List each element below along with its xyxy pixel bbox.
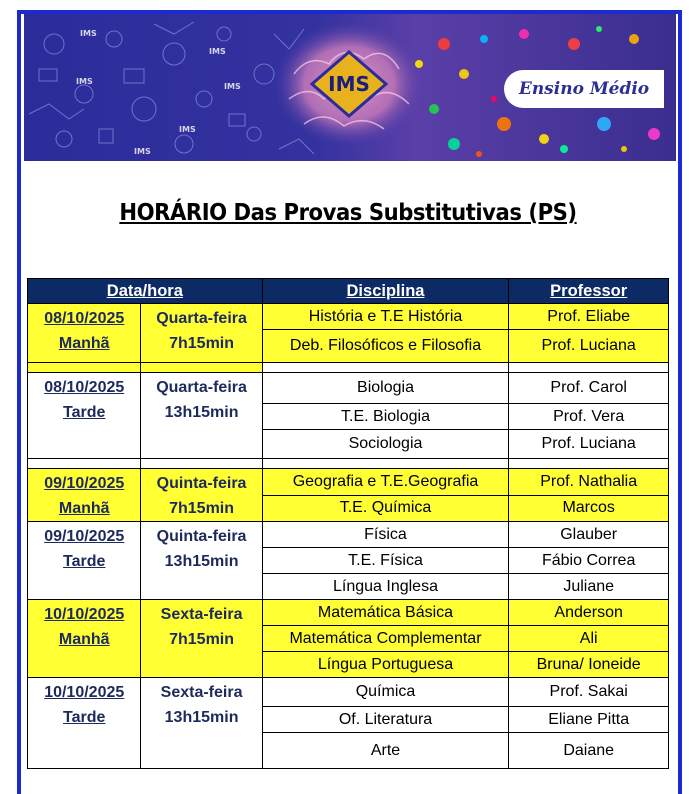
ims-logo: IMS [328, 72, 370, 96]
weekday-text: Sexta-feira [160, 684, 243, 701]
subject-cell: Arte [262, 733, 509, 769]
subject-cell: Língua Portuguesa [262, 652, 509, 678]
time-text: 13h15min [164, 709, 239, 726]
svg-text:IMS: IMS [80, 29, 97, 38]
weekday-cell [141, 304, 262, 363]
subject-cell: Deb. Filosóficos e Filosofia [262, 330, 509, 363]
svg-text:IMS: IMS [209, 47, 226, 56]
subject-cell: T.E. Física [262, 548, 509, 574]
period-text: Manhã [58, 335, 110, 352]
header-professor: Professor [509, 279, 669, 304]
group-spacer [28, 459, 669, 469]
weekday-text: Sexta-feira [160, 606, 243, 623]
period-text: Tarde [63, 404, 106, 421]
period-text: Manhã [58, 631, 110, 648]
schedule-body [28, 304, 669, 769]
professor-cell: Prof. Carol [509, 373, 669, 404]
svg-text:IMS: IMS [76, 77, 93, 86]
svg-text:IMS: IMS [224, 82, 241, 91]
table-row [28, 678, 669, 707]
period-text: Manhã [58, 500, 110, 517]
professor-cell: Daiane [509, 733, 669, 769]
subject-cell: Matemática Complementar [262, 626, 509, 652]
weekday-text: Quarta-feira [156, 310, 247, 327]
subject-cell: Of. Literatura [262, 707, 509, 733]
weekday-cell [141, 678, 262, 769]
professor-cell: Prof. Luciana [509, 430, 669, 459]
period-text: Tarde [63, 553, 106, 570]
group-spacer [28, 363, 669, 373]
weekday-cell [141, 469, 262, 522]
date-text: 10/10/2025 [44, 684, 125, 701]
time-text: 13h15min [164, 553, 239, 570]
professor-cell: Eliane Pitta [509, 707, 669, 733]
date-cell [28, 522, 141, 600]
date-cell [28, 373, 141, 459]
date-text: 08/10/2025 [44, 379, 125, 396]
professor-cell: Fábio Correa [509, 548, 669, 574]
professor-cell: Prof. Sakai [509, 678, 669, 707]
table-row [28, 469, 669, 496]
professor-cell: Prof. Vera [509, 404, 669, 430]
professor-cell: Juliane [509, 574, 669, 600]
period-text: Tarde [63, 709, 106, 726]
subject-cell: T.E. Química [262, 495, 509, 522]
svg-text:IMS: IMS [179, 125, 196, 134]
professor-cell: Prof. Nathalia [509, 469, 669, 496]
subject-cell: Língua Inglesa [262, 574, 509, 600]
professor-cell: Bruna/ Ioneide [509, 652, 669, 678]
weekday-cell [141, 373, 262, 459]
page-title: HORÁRIO Das Provas Substitutivas (PS) [119, 200, 577, 226]
table-row [28, 522, 669, 548]
date-text: 09/10/2025 [44, 528, 125, 545]
subject-cell: Física [262, 522, 509, 548]
date-cell [28, 600, 141, 678]
subject-cell: T.E. Biologia [262, 404, 509, 430]
header-subject: Disciplina [262, 279, 509, 304]
ensino-medio-badge: Ensino Médio [504, 70, 664, 108]
table-row [28, 304, 669, 330]
professor-cell: Ali [509, 626, 669, 652]
table-row [28, 600, 669, 626]
subject-cell: Biologia [262, 373, 509, 404]
weekday-cell [141, 522, 262, 600]
professor-cell: Glauber [509, 522, 669, 548]
svg-text:IMS: IMS [134, 147, 151, 156]
table-row [28, 373, 669, 404]
date-text: 08/10/2025 [44, 310, 125, 327]
weekday-text: Quinta-feira [156, 528, 247, 545]
weekday-text: Quinta-feira [156, 475, 247, 492]
table-header-row [28, 279, 669, 304]
weekday-cell [141, 600, 262, 678]
time-text: 7h15min [169, 335, 235, 352]
subject-cell: Geografia e T.E.Geografia [262, 469, 509, 496]
professor-cell: Prof. Eliabe [509, 304, 669, 330]
date-text: 09/10/2025 [44, 475, 125, 492]
professor-cell: Anderson [509, 600, 669, 626]
professor-cell: Marcos [509, 495, 669, 522]
date-text: 10/10/2025 [44, 606, 125, 623]
date-cell [28, 678, 141, 769]
schedule-table [27, 278, 669, 769]
subject-cell: Matemática Básica [262, 600, 509, 626]
subject-cell: Química [262, 678, 509, 707]
subject-cell: História e T.E História [262, 304, 509, 330]
header-banner [24, 14, 676, 161]
header-date-time: Data/hora [28, 279, 263, 304]
time-text: 7h15min [169, 500, 235, 517]
time-text: 13h15min [164, 404, 239, 421]
weekday-text: Quarta-feira [156, 379, 247, 396]
time-text: 7h15min [169, 631, 235, 648]
subject-cell: Sociologia [262, 430, 509, 459]
date-cell [28, 469, 141, 522]
date-cell [28, 304, 141, 363]
professor-cell: Prof. Luciana [509, 330, 669, 363]
